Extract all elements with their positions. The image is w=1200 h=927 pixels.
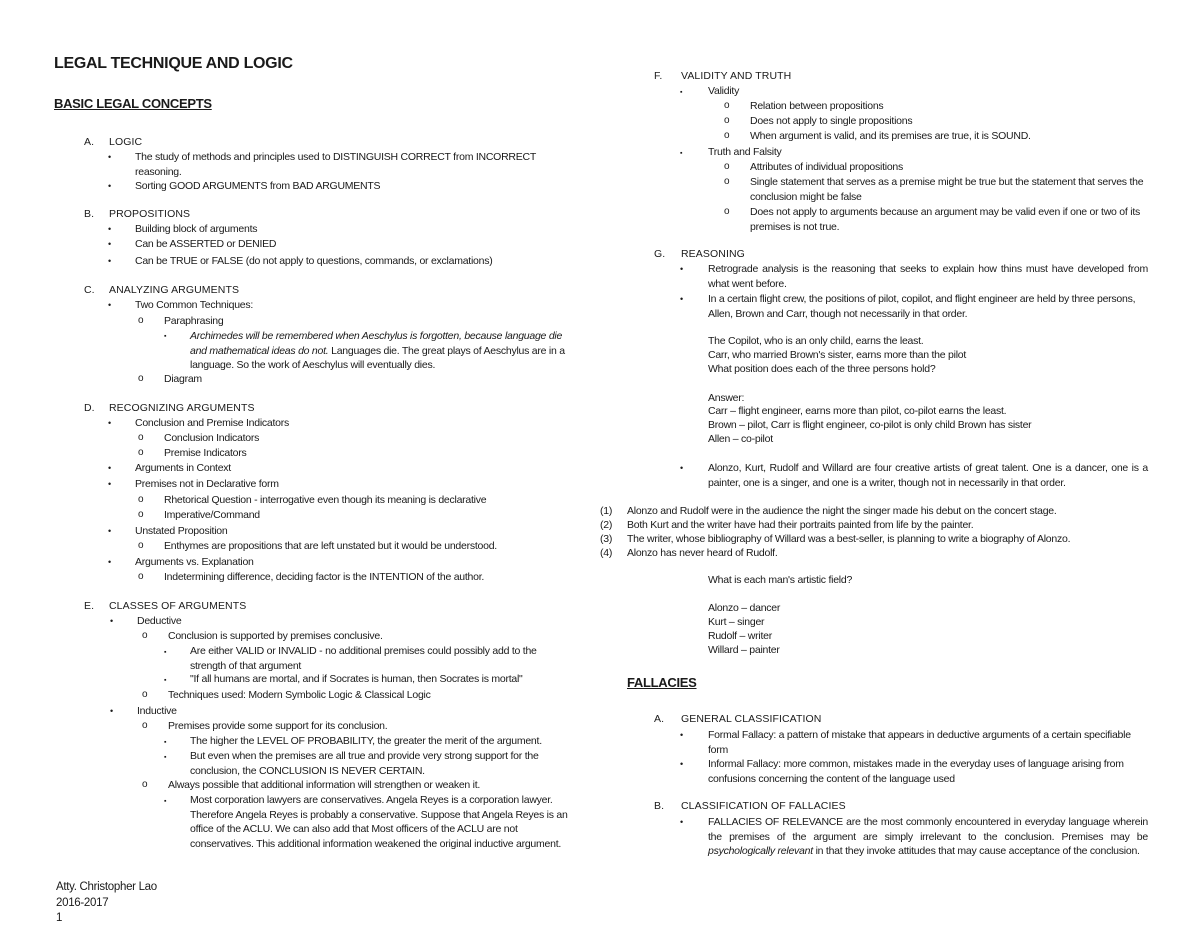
- circle-bullet-glyph: o: [724, 130, 730, 141]
- list-item: Validity: [708, 85, 740, 97]
- section-letter: E.: [84, 600, 95, 612]
- list-item: Informal Fallacy: more common, mistakes made in the everyday uses of language arising from confusions concerning the content of the language used: [708, 758, 1124, 785]
- footer-page-number: 1: [56, 912, 63, 924]
- list-item: The higher the LEVEL OF PROBABILITY, the greater the merit of the argument.: [190, 735, 542, 747]
- fallacy-text: in that they invoke attitudes that may cause acceptance of the conclusion.: [812, 845, 1140, 858]
- answer-label: Answer:: [708, 392, 745, 404]
- section-letter: C.: [84, 284, 95, 296]
- clue-text: Alonzo and Rudolf were in the audience the night the singer made his debut on the concert stage.: [627, 505, 1057, 517]
- section-heading-classification-of-fallacies: CLASSIFICATION OF FALLACIES: [681, 800, 846, 812]
- list-item: Single statement that serves as a premise might be true but the statement that serves the conclusion might be false: [750, 176, 1144, 203]
- clue-number: (3): [600, 533, 613, 545]
- list-item: Unstated Proposition: [135, 525, 228, 537]
- list-item: Paraphrasing: [164, 315, 224, 327]
- list-item: The study of methods and principles used to DISTINGUISH CORRECT from INCORRECT reasoning.: [135, 151, 536, 178]
- bullet-glyph: •: [108, 418, 112, 428]
- list-item: Rhetorical Question - interrogative even though its meaning is declarative: [164, 494, 487, 506]
- square-bullet-glyph: ▪: [680, 150, 683, 157]
- list-item: Two Common Techniques:: [135, 299, 254, 311]
- list-item: Does not apply to arguments because an argument may be valid even if one or two of its premises is not true.: [750, 206, 1140, 233]
- section-letter: B.: [84, 208, 95, 220]
- section-heading-analyzing-arguments: ANALYZING ARGUMENTS: [109, 284, 240, 296]
- bullet-glyph: •: [680, 759, 684, 769]
- bullet-glyph: •: [108, 479, 112, 489]
- answer-line: Kurt – singer: [708, 616, 765, 628]
- list-item: Enthymes are propositions that are left unstated but it would be understood.: [164, 540, 497, 552]
- list-item: Does not apply to single propositions: [750, 115, 913, 127]
- square-bullet-glyph: ▪: [164, 333, 167, 340]
- bullet-glyph: •: [108, 239, 112, 249]
- circle-bullet-glyph: o: [138, 540, 144, 551]
- section-heading-reasoning: REASONING: [681, 248, 745, 260]
- list-item: Building block of arguments: [135, 223, 258, 235]
- bullet-glyph: •: [680, 294, 684, 304]
- circle-bullet-glyph: o: [138, 447, 144, 458]
- answer-line: Willard – painter: [708, 644, 780, 656]
- clue-number: (4): [600, 547, 613, 559]
- answer-line: Allen – co-pilot: [708, 433, 773, 445]
- square-bullet-glyph: ▪: [164, 754, 167, 761]
- answer-line: Alonzo – dancer: [708, 602, 781, 614]
- puzzle-line: The Copilot, who is an only child, earns the least.: [708, 335, 924, 347]
- circle-bullet-glyph: o: [724, 206, 730, 217]
- puzzle-question: What is each man's artistic field?: [708, 574, 853, 586]
- bullet-glyph: •: [108, 557, 112, 567]
- circle-bullet-glyph: o: [142, 720, 148, 731]
- bullet-glyph: •: [108, 181, 112, 191]
- bullet-glyph: •: [680, 730, 684, 740]
- square-bullet-glyph: ▪: [164, 798, 167, 805]
- circle-bullet-glyph: o: [138, 509, 144, 520]
- puzzle-line: Carr, who married Brown's sister, earns more than the pilot: [708, 349, 967, 361]
- list-item: [190, 329, 570, 373]
- list-item: Arguments in Context: [135, 462, 231, 474]
- circle-bullet-glyph: o: [724, 161, 730, 172]
- bullet-glyph: •: [108, 463, 112, 473]
- section-heading-classes-of-arguments: CLASSES OF ARGUMENTS: [109, 600, 247, 612]
- list-item: Indetermining difference, deciding factor is the INTENTION of the author.: [164, 571, 485, 583]
- document-title: LEGAL TECHNIQUE AND LOGIC: [54, 55, 293, 72]
- list-item: Retrograde analysis is the reasoning that seeks to explain how thins must have developed from what went before.: [708, 263, 1148, 290]
- section-heading-general-classification: GENERAL CLASSIFICATION: [681, 713, 822, 725]
- list-item: Alonzo, Kurt, Rudolf and Willard are four creative artists of great talent. One is a dancer, one is a painter, one is a singer, and one is a writer, though not in necessarily in that order.: [708, 462, 1148, 489]
- clue-text: The writer, whose bibliography of Willard was a best-seller, is planning to write a biography of Alonzo.: [627, 533, 1071, 545]
- fallacy-italic: psychologically relevant: [708, 845, 813, 858]
- section-letter: A.: [654, 713, 665, 725]
- list-item: Inductive: [137, 705, 177, 717]
- list-item: Most corporation lawyers are conservatives. Angela Reyes is a corporation lawyer. Therefore Angela Reyes is probably a conservative. Suppose that Angela Reyes is an office of the ACLU. We can also add that Most officers of the ACLU are not conservatives. This additional information weakened the original inductive argument.: [190, 794, 568, 850]
- basic-legal-concepts-heading: BASIC LEGAL CONCEPTS: [54, 96, 212, 111]
- list-item: Premise Indicators: [164, 447, 247, 459]
- section-heading-recognizing-arguments: RECOGNIZING ARGUMENTS: [109, 402, 255, 414]
- list-item: Always possible that additional information will strengthen or weaken it.: [168, 779, 481, 791]
- list-item: Arguments vs. Explanation: [135, 556, 254, 568]
- circle-bullet-glyph: o: [142, 779, 148, 790]
- list-item: Sorting GOOD ARGUMENTS from BAD ARGUMENTS: [135, 180, 381, 192]
- circle-bullet-glyph: o: [138, 373, 144, 384]
- bullet-glyph: •: [110, 616, 114, 626]
- footer-year: 2016-2017: [56, 897, 109, 909]
- section-letter: D.: [84, 402, 95, 414]
- list-item: Attributes of individual propositions: [750, 161, 904, 173]
- bullet-glyph: •: [680, 264, 684, 274]
- bullet-glyph: •: [680, 817, 684, 827]
- section-letter: G.: [654, 248, 666, 260]
- circle-bullet-glyph: o: [724, 115, 730, 126]
- square-bullet-glyph: ▪: [164, 677, 167, 684]
- list-item: Truth and Falsity: [708, 146, 782, 158]
- section-heading-logic: LOGIC: [109, 136, 143, 148]
- bullet-glyph: •: [108, 152, 112, 162]
- clue-number: (2): [600, 519, 613, 531]
- list-item: "If all humans are mortal, and if Socrates is human, then Socrates is mortal": [190, 673, 523, 685]
- circle-bullet-glyph: o: [138, 315, 144, 326]
- list-item: Conclusion and Premise Indicators: [135, 417, 289, 429]
- answer-line: Brown – pilot, Carr is flight engineer, co-pilot is only child Brown has sister: [708, 419, 1032, 431]
- circle-bullet-glyph: o: [142, 689, 148, 700]
- circle-bullet-glyph: o: [724, 100, 730, 111]
- square-bullet-glyph: ▪: [164, 649, 167, 656]
- answer-line: Rudolf – writer: [708, 630, 772, 642]
- clue-number: (1): [600, 505, 613, 517]
- list-item: When argument is valid, and its premises are true, it is SOUND.: [750, 130, 1031, 142]
- section-letter: F.: [654, 70, 663, 82]
- bullet-glyph: •: [108, 300, 112, 310]
- circle-bullet-glyph: o: [142, 630, 148, 641]
- list-item: [708, 815, 1148, 859]
- answer-line: Carr – flight engineer, earns more than pilot, co-pilot earns the least.: [708, 405, 1007, 417]
- fallacy-text: FALLACIES OF RELEVANCE are the most commonly encountered in everyday language wherein the premises of the argument are simply irrelevant to the conclusion. Premises may be: [708, 816, 1148, 843]
- square-bullet-glyph: ▪: [164, 739, 167, 746]
- list-item: Relation between propositions: [750, 100, 884, 112]
- list-item: Deductive: [137, 615, 182, 627]
- square-bullet-glyph: ▪: [680, 89, 683, 96]
- list-item: Premises provide some support for its conclusion.: [168, 720, 388, 732]
- list-item: Conclusion Indicators: [164, 432, 260, 444]
- clue-text: Both Kurt and the writer have had their portraits painted from life by the painter.: [627, 519, 974, 531]
- list-item: Can be ASSERTED or DENIED: [135, 238, 277, 250]
- section-letter: A.: [84, 136, 95, 148]
- bullet-glyph: •: [108, 224, 112, 234]
- list-item: But even when the premises are all true and provide very strong support for the conclusion, the CONCLUSION IS NEVER CERTAIN.: [190, 750, 539, 777]
- list-item: Can be TRUE or FALSE (do not apply to questions, commands, or exclamations): [135, 255, 493, 267]
- list-item: Diagram: [164, 373, 202, 385]
- bullet-glyph: •: [110, 706, 114, 716]
- section-heading-validity-and-truth: VALIDITY AND TRUTH: [681, 70, 792, 82]
- bullet-glyph: •: [108, 256, 112, 266]
- footer-author: Atty. Christopher Lao: [56, 881, 157, 893]
- list-item: Imperative/Command: [164, 509, 260, 521]
- list-item: Premises not in Declarative form: [135, 478, 279, 490]
- puzzle-line: What position does each of the three persons hold?: [708, 363, 936, 375]
- section-heading-propositions: PROPOSITIONS: [109, 208, 191, 220]
- fallacies-heading: FALLACIES: [627, 675, 697, 690]
- circle-bullet-glyph: o: [138, 571, 144, 582]
- list-item: In a certain flight crew, the positions of pilot, copilot, and flight engineer are held by three persons, Allen, Brown and Carr, though not necessarily in that order.: [708, 293, 1136, 320]
- circle-bullet-glyph: o: [138, 432, 144, 443]
- circle-bullet-glyph: o: [724, 176, 730, 187]
- example-italic: Archimedes will be remembered when Aeschylus is forgotten, because language die and mathematical ideas do not.: [190, 330, 563, 357]
- example-text: Languages die. The great plays of Aeschylus are in a language. So the work of Aeschylus will eventually dies.: [190, 344, 565, 372]
- circle-bullet-glyph: o: [138, 494, 144, 505]
- list-item: Conclusion is supported by premises conclusive.: [168, 630, 383, 642]
- clue-text: Alonzo has never heard of Rudolf.: [627, 547, 778, 559]
- bullet-glyph: •: [108, 526, 112, 536]
- list-item: Techniques used: Modern Symbolic Logic & Classical Logic: [168, 689, 431, 701]
- list-item: Are either VALID or INVALID - no additional premises could possibly add to the strength of that argument: [190, 645, 537, 672]
- list-item: Formal Fallacy: a pattern of mistake that appears in deductive arguments of a certain specifiable form: [708, 729, 1131, 756]
- bullet-glyph: •: [680, 463, 684, 473]
- section-letter: B.: [654, 800, 665, 812]
